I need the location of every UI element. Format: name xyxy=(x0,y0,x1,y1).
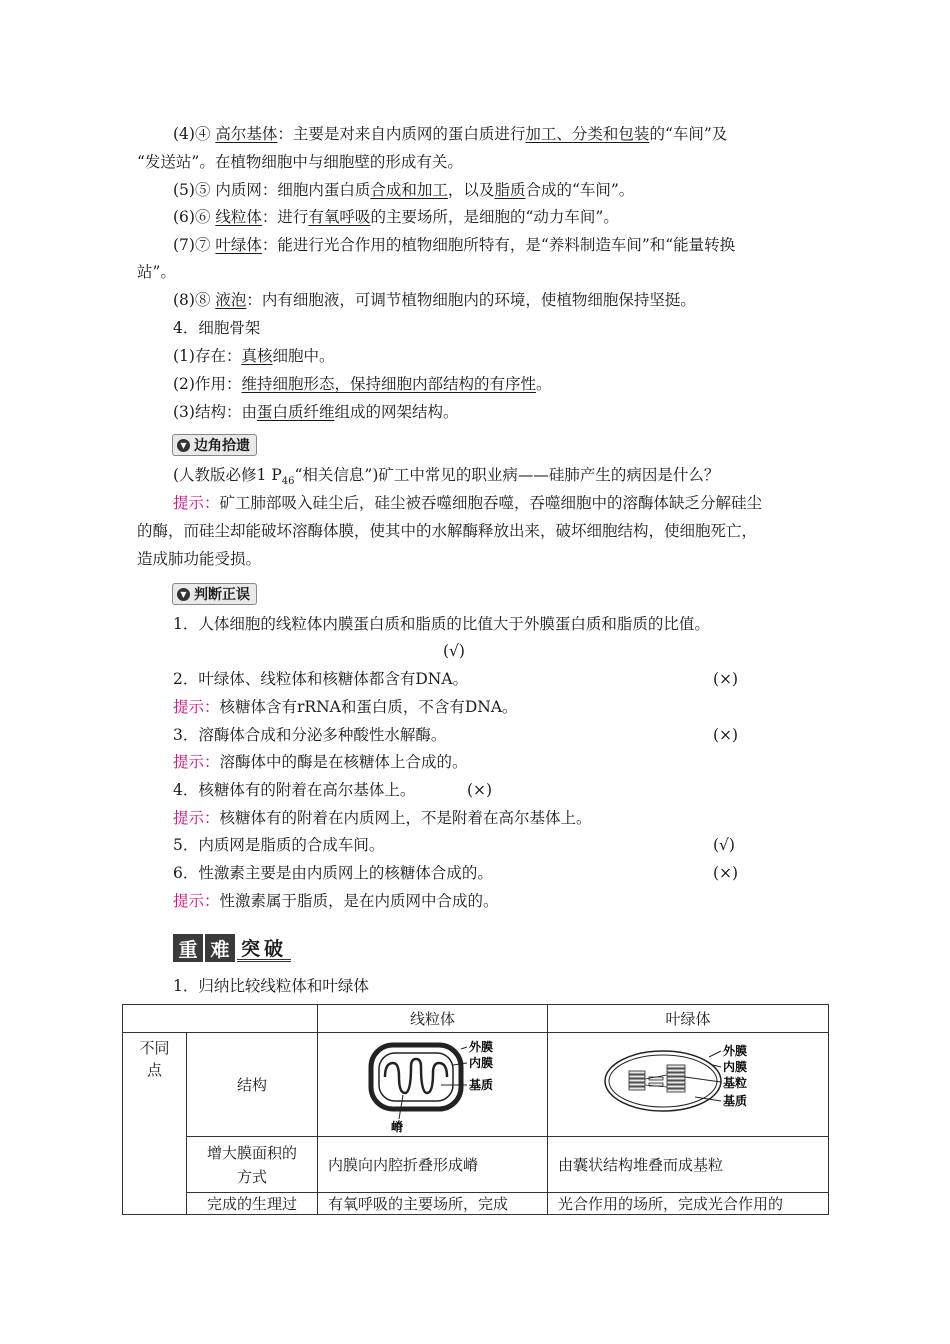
judge-badge: ▼ 判断正误 xyxy=(172,583,257,605)
mito-label-outer: 外膜 xyxy=(468,1039,493,1054)
corner-answer-2: 的酶，而硅尘却能破坏溶酶体膜，使其中的水解酶释放出来，破坏细胞结构，使细胞死亡， xyxy=(137,522,758,540)
chloro-label-inner: 内膜 xyxy=(723,1059,748,1074)
chloro-label-granum: 基粒 xyxy=(723,1075,748,1090)
chloroplast-diagram xyxy=(603,1037,773,1133)
golgi-line-2: “发送站”。在植物细胞中与细胞壁的形成有关。 xyxy=(137,153,463,171)
down-triangle-icon: ▼ xyxy=(177,439,190,452)
judge-mark-4: (×) xyxy=(467,781,493,799)
judge-q1: 1．人体细胞的线粒体内膜蛋白质和脂质的比值大于外膜蛋白质和脂质的比值。 xyxy=(173,615,710,633)
chloro-line-2: 站”。 xyxy=(137,263,176,281)
chloro-line-1: (7)⑦ 叶绿体：能进行光合作用的植物细胞所特有，是“养料制造车间”和“能量转换 xyxy=(173,236,736,254)
heading-rest: 突破 xyxy=(237,935,291,962)
judge-q6: 6．性激素主要是由内质网上的核糖体合成的。 xyxy=(173,864,493,882)
judge-hint-4: 提示：核糖体有的附着在内质网上，不是附着在高尔基体上。 xyxy=(173,809,592,827)
judge-q4: 4．核糖体有的附着在高尔基体上。 xyxy=(173,781,416,799)
table-corner-cell xyxy=(123,1005,318,1033)
corner-question: (人教版必修1 $P_{46}“$相关信息”)矿工中常见的职业病——硅肺产生的病因是什么？ xyxy=(173,466,720,488)
mito-membrane-method: 内膜向内腔折叠形成嵴 xyxy=(318,1137,548,1193)
mito-process: 有氧呼吸的主要场所，完成 xyxy=(318,1193,548,1215)
mito-label-inner: 内膜 xyxy=(468,1055,493,1070)
golgi-term: 高尔基体 xyxy=(215,125,278,143)
mito-line: (6)⑥ 线粒体：进行有氧呼吸的主要场所，是细胞的“动力车间”。 xyxy=(173,208,619,226)
corner-badge: ▼ 边角拾遗 xyxy=(172,434,257,456)
row-membrane-label: 增大膜面积的方式 xyxy=(187,1137,318,1193)
key-item-1: 1．归纳比较线粒体和叶绿体 xyxy=(173,977,369,995)
cytoskeleton-exist: (1)存在：真核细胞中。 xyxy=(173,347,335,365)
header-mito: 线粒体 xyxy=(318,1005,548,1033)
diff-label: 不同点 xyxy=(123,1033,187,1215)
judge-mark-1: (√) xyxy=(443,642,465,660)
cytoskeleton-structure: (3)结构：由蛋白质纤维组成的网架结构。 xyxy=(173,403,459,421)
chloro-membrane-method: 由囊状结构堆叠而成基粒 xyxy=(548,1137,829,1193)
heading-char-1: 重 xyxy=(173,934,203,962)
mito-label-crista: 嵴 xyxy=(390,1119,403,1133)
chloro-diagram-cell xyxy=(548,1033,829,1137)
judge-mark-3: (×) xyxy=(713,726,739,744)
mito-label-matrix: 基质 xyxy=(468,1077,493,1092)
judge-mark-5: (√) xyxy=(713,836,735,854)
mitochondrion-diagram xyxy=(363,1037,503,1133)
judge-q5: 5．内质网是脂质的合成车间。 xyxy=(173,836,385,854)
judge-q2: 2．叶绿体、线粒体和核糖体都含有DNA。 xyxy=(173,670,469,688)
corner-answer-1: 提示：矿工肺部吸入硅尘后，硅尘被吞噬细胞吞噬，吞噬细胞中的溶酶体缺乏分解硅尘 xyxy=(173,494,763,512)
judge-hint-3: 提示：溶酶体中的酶是在核糖体上合成的。 xyxy=(173,753,468,771)
judge-mark-6: (×) xyxy=(713,864,739,882)
key-difficulty-heading xyxy=(173,932,291,962)
chloro-process: 光合作用的场所，完成光合作用的 xyxy=(548,1193,829,1215)
chloro-label-outer: 外膜 xyxy=(723,1043,748,1058)
vacuole-line: (8)⑧ 液泡：内有细胞液，可调节植物细胞内的环境，使植物细胞保持坚挺。 xyxy=(173,291,696,309)
judge-hint-6: 提示：性激素属于脂质，是在内质网中合成的。 xyxy=(173,892,499,910)
row-process-label: 完成的生理过 xyxy=(187,1193,318,1215)
judge-hint-2: 提示：核糖体含有rRNA和蛋白质，不含有DNA。 xyxy=(173,698,518,716)
judge-mark-2: (×) xyxy=(713,670,739,688)
comparison-table xyxy=(122,1004,829,1215)
golgi-line-1: (4)④ 高尔基体：主要是对来自内质网的蛋白质进行加工、分类和包装的“车间”及 xyxy=(173,125,728,143)
judge-q3: 3．溶酶体合成和分泌多种酸性水解酶。 xyxy=(173,726,447,744)
row-structure-label: 结构 xyxy=(187,1033,318,1137)
header-chloro: 叶绿体 xyxy=(548,1005,829,1033)
er-line: (5)⑤ 内质网：细胞内蛋白质合成和加工，以及脂质合成的“车间”。 xyxy=(173,181,635,199)
chloro-label-stroma: 基质 xyxy=(723,1093,748,1108)
mito-diagram-cell xyxy=(318,1033,548,1137)
cytoskeleton-function: (2)作用：维持细胞形态，保持细胞内部结构的有序性。 xyxy=(173,375,552,393)
down-triangle-icon: ▼ xyxy=(177,588,190,601)
corner-answer-3: 造成肺功能受损。 xyxy=(137,550,262,568)
heading-char-2: 难 xyxy=(205,934,235,962)
cytoskeleton-title: 4．细胞骨架 xyxy=(173,319,261,337)
